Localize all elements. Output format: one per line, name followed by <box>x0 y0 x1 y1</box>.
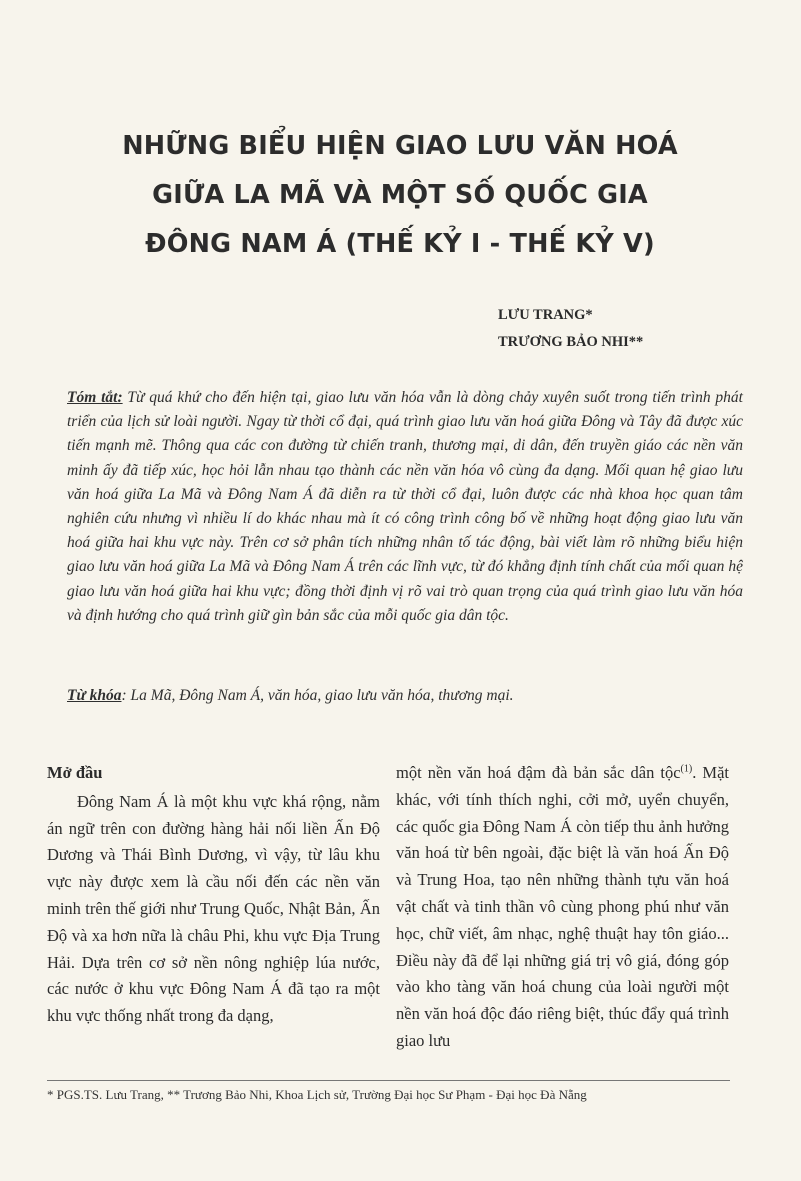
abstract <box>67 386 743 628</box>
footnote: * PGS.TS. Lưu Trang, ** Trương Bảo Nhi, Khoa Lịch sử, Trường Đại học Sư Phạm - Đại học Đà Nẵng <box>47 1087 587 1102</box>
body-paragraph-right-part2: . Mặt khác, với tính thích nghi, cởi mở, uyển chuyển, các quốc gia Đông Nam Á còn tiếp thu ảnh hưởng văn hoá từ bên ngoài, đặc biệt là văn hoá Ấn Độ và Trung Hoa, tạo nên những thành tựu văn hoá vật chất và tinh thần vô cùng phong phú như văn học, chữ viết, âm nhạc, nghệ thuật hay tôn giáo... Điều này đã để lại những giá trị vô giá, đóng góp vào kho tàng văn hoá chung của loài người một nền văn hoá độc đáo riêng biệt, thúc đẩy quá trình giao lưu <box>396 763 729 1050</box>
citation-marker: (1) <box>680 763 693 775</box>
section-heading: Mở đầu <box>47 763 103 782</box>
author-2: TRƯƠNG BẢO NHI** <box>498 334 644 350</box>
body-column-left <box>47 760 380 1030</box>
author-list <box>498 302 643 356</box>
abstract-text: Từ quá khứ cho đến hiện tại, giao lưu văn hóa vẫn là dòng chảy xuyên suốt trong tiến trình phát triển của lịch sử loài người. Ngay từ thời cổ đại, quá trình giao lưu văn hoá giữa Đông và Tây đã được xúc tiến mạnh mẽ. Thông qua các con đường từ chiến tranh, thương mại, di dân, đến truyền giáo các nền văn minh ấy đã tiếp xúc, học hỏi lẫn nhau tạo thành các nền văn hóa vô cùng đa dạng. Mối quan hệ giao lưu văn hoá giữa La Mã và Đông Nam Á đã diễn ra từ thời cổ đại, luôn được các nhà khoa học quan tâm nghiên cứu nhưng vì nhiều lí do khác nhau mà ít có công trình công bố về những hoạt động giao lưu văn hoá giữa hai khu vực này. Trên cơ sở phân tích những nhân tố tác động, bài viết làm rõ những biểu hiện giao lưu văn hoá giữa La Mã và Đông Nam Á trên các lĩnh vực, từ đó khẳng định tính chất của mối quan hệ giao lưu văn hoá giữa hai khu vực; đồng thời định vị rõ vai trò quan trọng của quá trình giao lưu văn hóa và định hướng cho quá trình giữ gìn bản sắc của mỗi quốc gia dân tộc. <box>67 389 743 624</box>
body-column-right <box>396 760 729 1055</box>
article-title <box>60 122 740 269</box>
body-paragraph-right-part1: một nền văn hoá đậm đà bản sắc dân tộc <box>396 763 681 782</box>
keywords-label: Từ khóa <box>67 687 122 704</box>
footnote-divider <box>47 1080 730 1081</box>
title-line-3: ĐÔNG NAM Á (THẾ KỶ I - THẾ KỶ V) <box>145 229 655 259</box>
author-1: LƯU TRANG* <box>498 307 593 323</box>
body-paragraph-left: Đông Nam Á là một khu vực khá rộng, nằm án ngữ trên con đường hàng hải nối liền Ấn Độ Dương và Thái Bình Dương, vì vậy, từ lâu khu vực này được xem là cầu nối đến các nền văn minh trên thế giới như Trung Quốc, Nhật Bản, Ấn Độ và xa hơn nữa là châu Phi, khu vực Địa Trung Hải. Dựa trên cơ sở nền nông nghiệp lúa nước, các nước ở khu vực Đông Nam Á đã tạo ra một khu vực thống nhất trong đa dạng, <box>47 791 380 1026</box>
keywords <box>67 684 743 708</box>
title-line-2: GIỮA LA MÃ VÀ MỘT SỐ QUỐC GIA <box>152 180 648 210</box>
abstract-label: Tóm tắt: <box>67 389 123 406</box>
keywords-text: : La Mã, Đông Nam Á, văn hóa, giao lưu văn hóa, thương mại. <box>121 687 514 704</box>
title-line-1: NHỮNG BIỂU HIỆN GIAO LƯU VĂN HOÁ <box>122 131 678 161</box>
